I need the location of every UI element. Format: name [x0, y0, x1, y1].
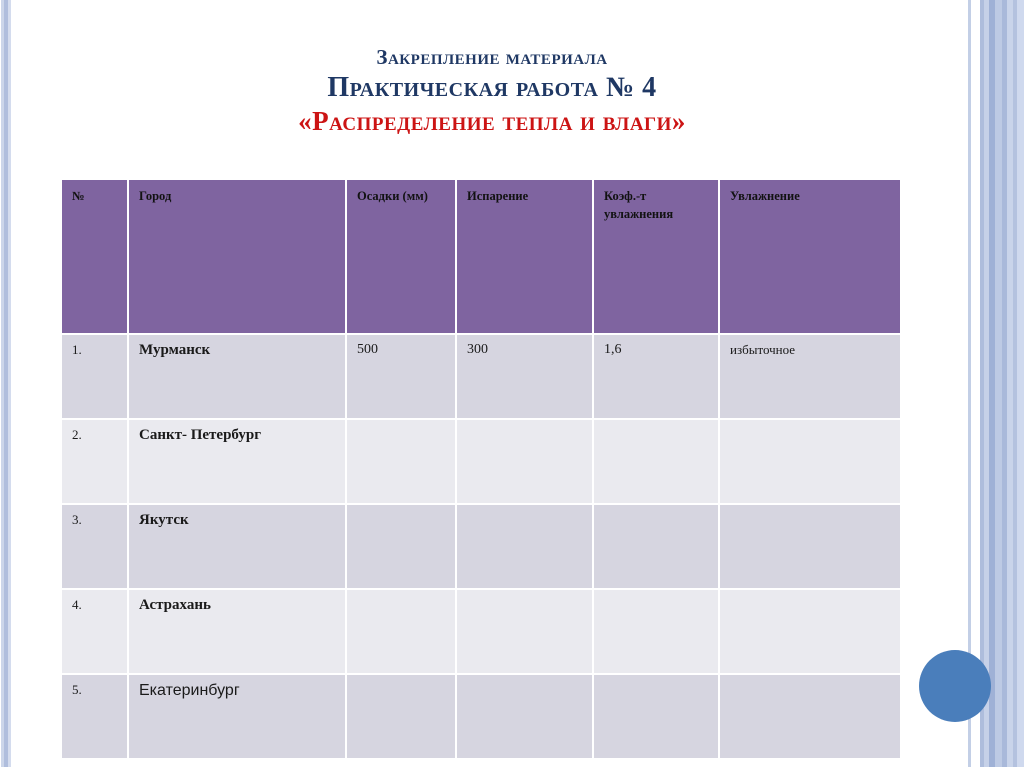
table-body	[61, 334, 901, 759]
cell-coefficient[interactable]	[593, 589, 719, 674]
table-row[interactable]	[61, 589, 901, 674]
cell-evaporation[interactable]	[456, 674, 593, 759]
cell-moisture[interactable]: избыточное	[719, 334, 901, 419]
cell-coefficient[interactable]: 1,6	[593, 334, 719, 419]
left-edge-decoration	[0, 0, 16, 767]
cell-precipitation[interactable]	[346, 419, 456, 504]
cell-evaporation[interactable]	[456, 419, 593, 504]
column-header-city: Город	[128, 179, 346, 334]
cell-number: 2.	[61, 419, 128, 504]
cell-city: Астрахань	[128, 589, 346, 674]
cell-precipitation[interactable]	[346, 589, 456, 674]
stripe	[8, 0, 11, 767]
stripe	[984, 0, 989, 767]
stripe	[1, 0, 4, 767]
cell-coefficient[interactable]	[593, 674, 719, 759]
cell-city: Якутск	[128, 504, 346, 589]
cell-precipitation[interactable]	[346, 504, 456, 589]
stripe	[995, 0, 1002, 767]
table-row[interactable]	[61, 674, 901, 759]
table-row[interactable]	[61, 419, 901, 504]
cell-moisture[interactable]	[719, 419, 901, 504]
title-line-work-name: «Распределение тепла и влаги»	[298, 105, 686, 136]
table-row[interactable]	[61, 334, 901, 419]
cell-city: Екатеринбург	[128, 674, 346, 759]
table-header-row	[61, 179, 901, 334]
cell-precipitation[interactable]: 500	[346, 334, 456, 419]
column-header-moisture: Увлажнение	[719, 179, 901, 334]
column-header-number: №	[61, 179, 128, 334]
stripe	[1007, 0, 1013, 767]
cell-moisture[interactable]	[719, 589, 901, 674]
stripe	[1013, 0, 1017, 767]
decorative-circle	[919, 650, 991, 722]
cell-number: 4.	[61, 589, 128, 674]
stripe	[980, 0, 984, 767]
cell-coefficient[interactable]	[593, 419, 719, 504]
table-header	[61, 179, 901, 334]
cell-moisture[interactable]	[719, 504, 901, 589]
column-header-coefficient: Коэф.-т увлажнения	[593, 179, 719, 334]
cell-number: 1.	[61, 334, 128, 419]
stripe	[989, 0, 995, 767]
cell-evaporation[interactable]: 300	[456, 334, 593, 419]
right-edge-decoration	[964, 0, 1024, 767]
cell-number: 3.	[61, 504, 128, 589]
cell-evaporation[interactable]	[456, 504, 593, 589]
title-line-topic: Закрепление материала	[376, 45, 608, 69]
slide-title-block	[60, 46, 924, 136]
stripe	[1017, 0, 1024, 767]
practical-work-table-wrapper	[60, 178, 900, 760]
table-row[interactable]	[61, 504, 901, 589]
stripe	[1002, 0, 1007, 767]
cell-precipitation[interactable]	[346, 674, 456, 759]
column-header-evaporation: Испарение	[456, 179, 593, 334]
cell-number: 5.	[61, 674, 128, 759]
cell-city: Мурманск	[128, 334, 346, 419]
cell-moisture[interactable]	[719, 674, 901, 759]
practical-work-table	[60, 178, 902, 760]
cell-coefficient[interactable]	[593, 504, 719, 589]
column-header-precipitation: Осадки (мм)	[346, 179, 456, 334]
stripe	[4, 0, 8, 767]
title-line-work-number: Практическая работа № 4	[327, 71, 657, 103]
cell-evaporation[interactable]	[456, 589, 593, 674]
cell-city: Санкт- Петербург	[128, 419, 346, 504]
